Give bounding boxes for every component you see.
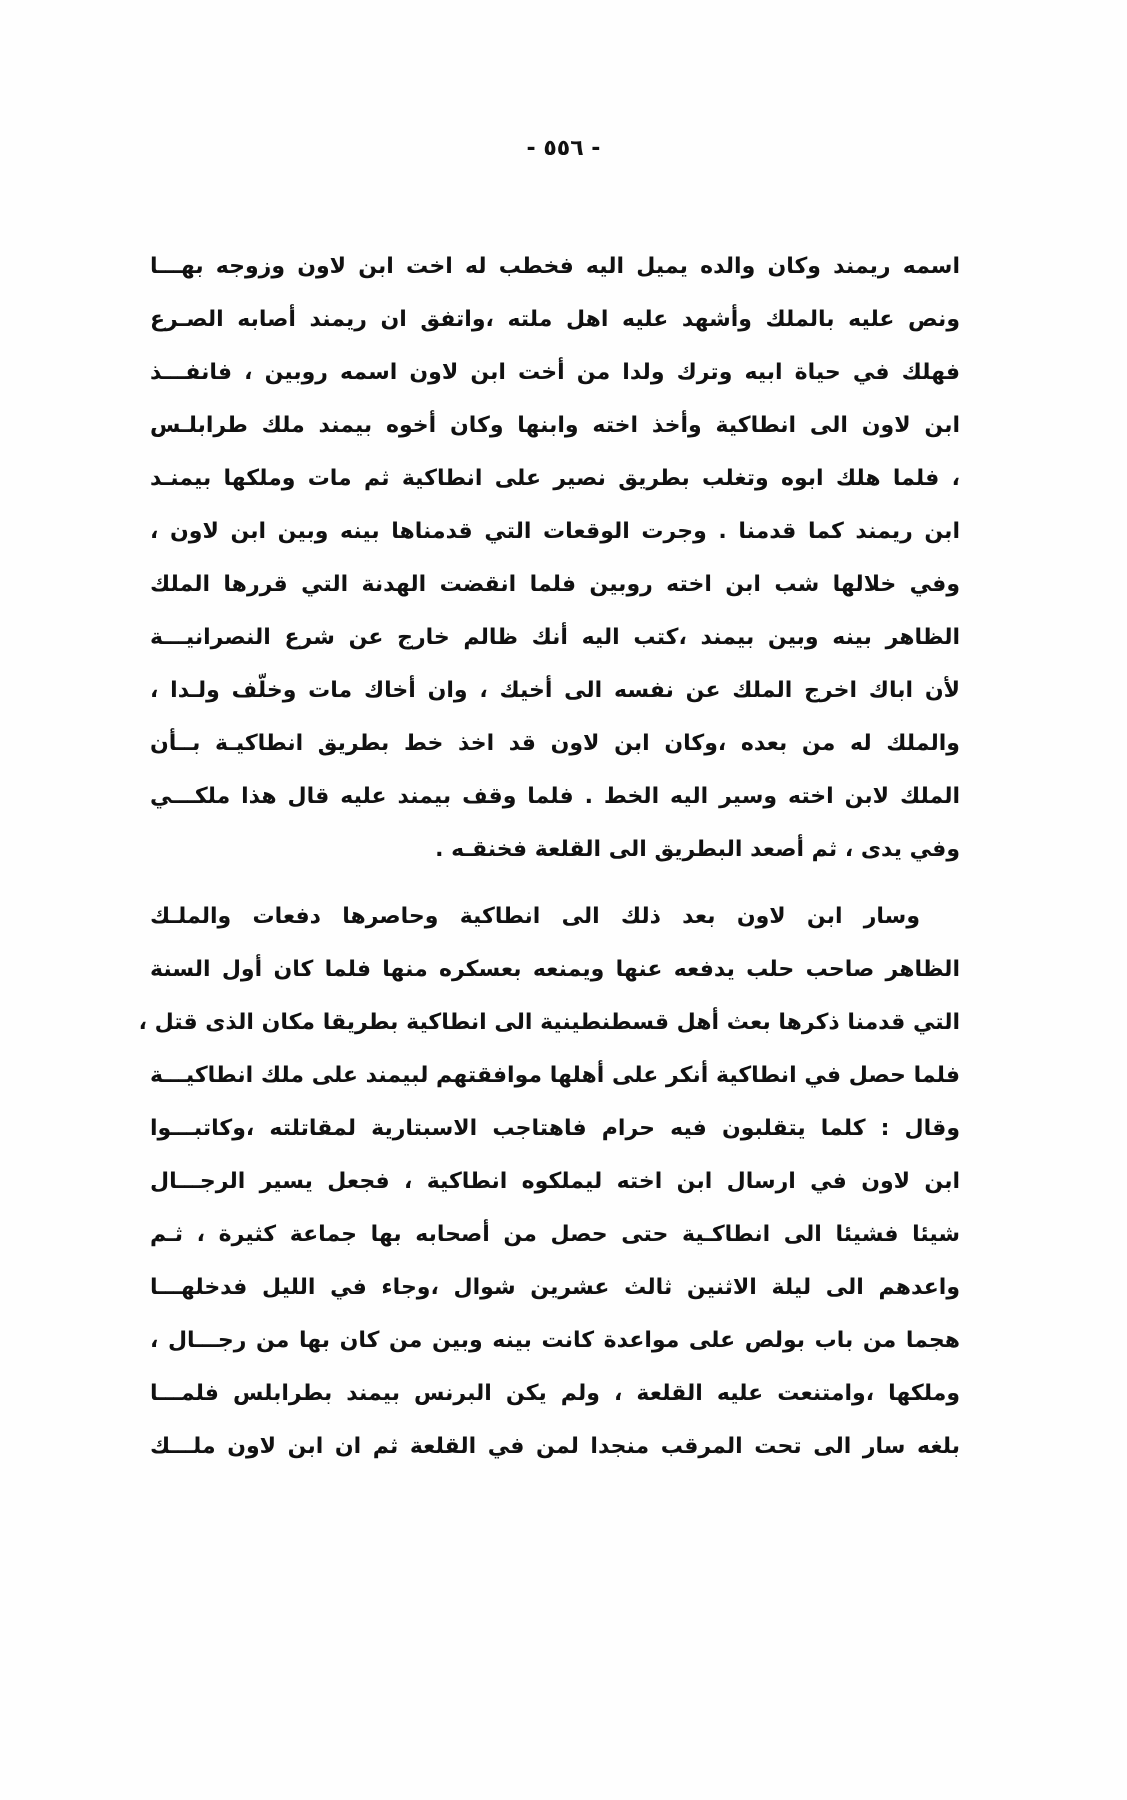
text-line: فلما حصل في انطاكية أنكر على أهلها موافقتهم لبيمند على ملك انطاكيـــة [150,1063,960,1088]
text-line: وقال : كلما يتقلبون فيه حرام فاهتاجب الاسبتارية لمقاتلته ،وكاتبـــوا [150,1116,960,1141]
text-line: الظاهر صاحب حلب يدفعه عنها ويمنعه بعسكره منها فلما كان أول السنة [150,957,960,982]
text-line: ، فلما هلك ابوه وتغلب بطريق نصير على انطاكية ثم مات وملكها بيمنـد [150,466,960,491]
paragraph-1 [150,240,960,876]
text-line: فهلك في حياة ابيه وترك ولدا من أخت ابن لاون اسمه روبين ، فانفـــذ [150,360,960,385]
text-line: ونص عليه بالملك وأشهد عليه اهل ملته ،واتفق ان ريمند أصابه الصـرع [150,307,960,332]
text-line: ابن لاون الى انطاكية وأخذ اخته وابنها وكان أخوه بيمند ملك طرابلـس [150,413,960,438]
text-line: الملك لابن اخته وسير اليه الخط . فلما وقف بيمند عليه قال هذا ملكـــي [150,784,960,809]
text-line: هجما من باب بولص على مواعدة كانت بينه وبين من كان بها من رجـــال ، [150,1328,960,1353]
text-line: التي قدمنا ذكرها بعث أهل قسطنطينية الى انطاكية بطريقا مكان الذى قتل ، [138,1010,960,1035]
text-line: بلغه سار الى تحت المرقب منجدا لمن في القلعة ثم ان ابن لاون ملـــك [150,1434,960,1459]
text-line: شيئا فشيئا الى انطاكـية حتى حصل من أصحابه بها جماعة كثيرة ، ثـم [150,1222,960,1247]
paragraph-gap [150,876,960,890]
text-line: وفي خلالها شب ابن اخته روبين فلما انقضت الهدنة التي قررها الملك [150,572,960,597]
text-line: وملكها ،وامتنعت عليه القلعة ، ولم يكن البرنس بيمند بطرابلس فلمـــا [150,1381,960,1406]
text-line: ابن لاون في ارسال ابن اخته ليملكوه انطاكية ، فجعل يسير الرجـــال [150,1169,960,1194]
text-line: والملك له من بعده ،وكان ابن لاون قد اخذ خط بطريق انطاكيـة بــأن [150,731,960,756]
text-line: وسار ابن لاون بعد ذلك الى انطاكية وحاصرها دفعات والملـك [150,904,920,929]
text-line: الظاهر بينه وبين بيمند ،كتب اليه أنك ظالم خارج عن شرع النصرانيـــة [150,625,960,650]
text-line: اسمه ريمند وكان والده يميل اليه فخطب له اخت ابن لاون وزوجه بهـــا [150,254,960,279]
text-line: لأن اباك اخرج الملك عن نفسه الى أخيك ، وان أخاك مات وخلّف ولـدا ، [150,678,960,703]
page-number: - ٥٥٦ - [526,136,601,161]
text-line: وفي يدى ، ثم أصعد البطريق الى القلعة فخنقـه . [435,837,960,862]
text-line: واعدهم الى ليلة الاثنين ثالث عشرين شوال ،وجاء في الليل فدخلهـــا [150,1275,960,1300]
body-text [138,240,960,1473]
text-line: ابن ريمند كما قدمنا . وجرت الوقعات التي قدمناها بينه وبين ابن لاون ، [150,519,960,544]
paragraph-2 [138,890,960,1473]
